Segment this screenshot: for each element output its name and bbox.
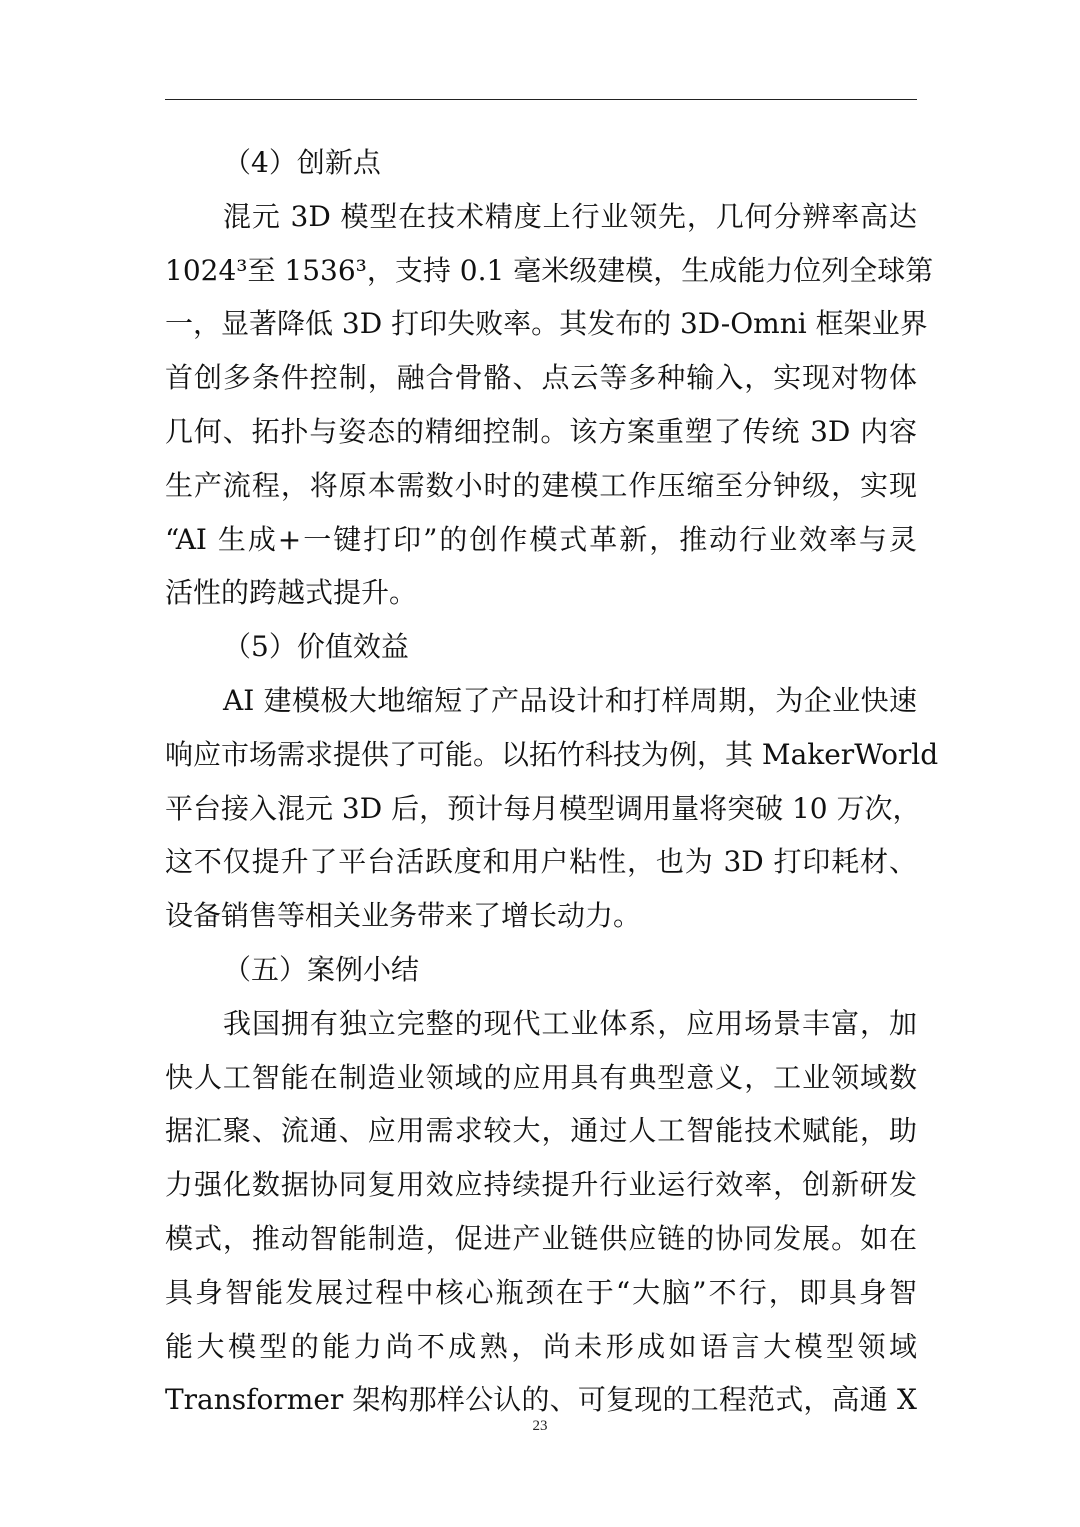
paragraph-line: 模式，推动智能制造，促进产业链供应链的协同发展。如在 xyxy=(165,1221,917,1255)
paragraph-line: 平台接入混元 3D 后，预计每月模型调用量将突破 10 万次， xyxy=(165,791,921,825)
section-heading-innovation: （4）创新点 xyxy=(223,146,381,179)
paragraph-line: 据汇聚、流通、应用需求较大，通过人工智能技术赋能，助 xyxy=(165,1114,917,1148)
paragraph-line: 生产流程，将原本需数小时的建模工作压缩至分钟级，实现 xyxy=(165,468,917,502)
paragraph-line: 几何、拓扑与姿态的精细控制。该方案重塑了传统 3D 内容 xyxy=(165,414,917,448)
paragraph-line: 活性的跨越式提升。 xyxy=(165,576,418,610)
paragraph-line: “AI 生成+一键打印”的创作模式革新，推动行业效率与灵 xyxy=(165,522,917,556)
document-body xyxy=(165,136,939,1427)
paragraph-line: 力强化数据协同复用效应持续提升行业运行效率，创新研发 xyxy=(165,1168,917,1202)
section-heading-value: （5）价值效益 xyxy=(223,630,409,664)
paragraph-line: Transformer 架构那样公认的、可复现的工程范式，高通 X xyxy=(165,1383,917,1417)
paragraph-line: 设备销售等相关业务带来了增长动力。 xyxy=(165,899,642,933)
paragraph-line: 1024³至 1536³，支持 0.1 毫米级建模，生成能力位列全球第 xyxy=(165,253,934,287)
paragraph-line: 混元 3D 模型在技术精度上行业领先，几何分辨率高达 xyxy=(223,199,917,233)
paragraph-line: 快人工智能在制造业领域的应用具有典型意义，工业领域数 xyxy=(165,1060,917,1094)
paragraph-line: 首创多条件控制，融合骨骼、点云等多种输入，实现对物体 xyxy=(165,361,917,395)
header-rule xyxy=(165,99,917,100)
page-number: 23 xyxy=(532,1418,548,1434)
paragraph-line: 能大模型的能力尚不成熟，尚未形成如语言大模型领域 xyxy=(165,1329,917,1363)
paragraph-line: 一，显著降低 3D 打印失败率。其发布的 3D-Omni 框架业界 xyxy=(165,307,928,341)
paragraph-line: 响应市场需求提供了可能。以拓竹科技为例，其 MakerWorld xyxy=(165,737,939,771)
paragraph-line: 具身智能发展过程中核心瓶颈在于“大脑”不行，即具身智 xyxy=(165,1275,917,1309)
paragraph-line: AI 建模极大地缩短了产品设计和打样周期，为企业快速 xyxy=(223,683,917,717)
paragraph-line: 我国拥有独立完整的现代工业体系，应用场景丰富，加 xyxy=(223,1006,917,1040)
section-heading-summary: （五）案例小结 xyxy=(223,952,420,986)
paragraph-line: 这不仅提升了平台活跃度和用户粘性，也为 3D 打印耗材、 xyxy=(165,845,917,879)
